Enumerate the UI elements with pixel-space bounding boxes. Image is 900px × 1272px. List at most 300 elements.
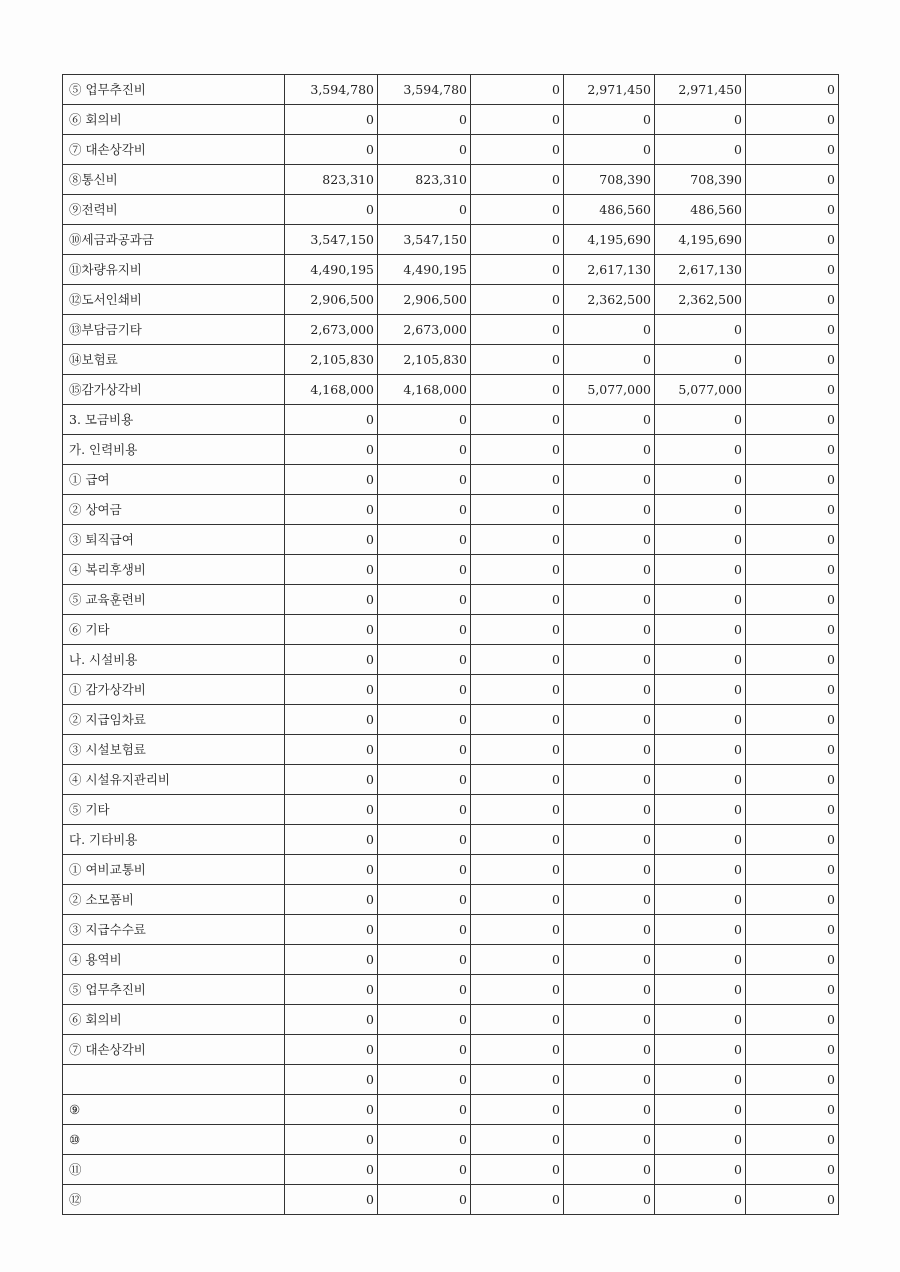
amount-cell: 0: [378, 1035, 471, 1065]
table-row: [63, 1125, 839, 1155]
amount-cell: 0: [564, 585, 655, 615]
amount-cell: 0: [746, 945, 839, 975]
amount-cell: 0: [746, 645, 839, 675]
table-row: [63, 105, 839, 135]
row-label-cell: ⑪: [63, 1155, 285, 1185]
amount-cell: 0: [471, 525, 564, 555]
amount-cell: 0: [471, 645, 564, 675]
amount-cell: 0: [378, 195, 471, 225]
amount-cell: 0: [564, 615, 655, 645]
row-label-cell: ⑩: [63, 1125, 285, 1155]
table-row: [63, 165, 839, 195]
amount-cell: 0: [471, 75, 564, 105]
amount-cell: 0: [285, 135, 378, 165]
amount-cell: 0: [378, 525, 471, 555]
amount-cell: 0: [378, 765, 471, 795]
row-label-cell: ④ 시설유지관리비: [63, 765, 285, 795]
amount-cell: 0: [285, 825, 378, 855]
amount-cell: 0: [564, 735, 655, 765]
amount-cell: 0: [564, 1065, 655, 1095]
amount-cell: 2,971,450: [564, 75, 655, 105]
amount-cell: 0: [471, 615, 564, 645]
amount-cell: 0: [285, 1035, 378, 1065]
row-label-cell: 가. 인력비용: [63, 435, 285, 465]
table-row: [63, 675, 839, 705]
amount-cell: 708,390: [564, 165, 655, 195]
amount-cell: 0: [471, 1095, 564, 1125]
table-row: [63, 1155, 839, 1185]
amount-cell: 0: [285, 1125, 378, 1155]
amount-cell: 0: [655, 135, 746, 165]
amount-cell: 0: [655, 435, 746, 465]
amount-cell: 0: [471, 1155, 564, 1185]
amount-cell: 0: [746, 495, 839, 525]
amount-cell: 0: [746, 1155, 839, 1185]
table-row: [63, 525, 839, 555]
amount-cell: 0: [746, 345, 839, 375]
amount-cell: 3,547,150: [285, 225, 378, 255]
amount-cell: 3,594,780: [285, 75, 378, 105]
row-label-cell: ⑤ 업무추진비: [63, 975, 285, 1005]
amount-cell: 0: [564, 765, 655, 795]
amount-cell: 0: [378, 945, 471, 975]
amount-cell: 0: [564, 345, 655, 375]
table-row: [63, 75, 839, 105]
table-row: [63, 1065, 839, 1095]
table-row: [63, 435, 839, 465]
table-row: [63, 465, 839, 495]
amount-cell: 0: [285, 915, 378, 945]
amount-cell: 0: [471, 165, 564, 195]
table-row: [63, 705, 839, 735]
amount-cell: 0: [285, 1185, 378, 1215]
amount-cell: 823,310: [378, 165, 471, 195]
table-row: [63, 225, 839, 255]
amount-cell: 0: [471, 555, 564, 585]
amount-cell: 2,906,500: [378, 285, 471, 315]
table-row: [63, 255, 839, 285]
amount-cell: 0: [471, 1125, 564, 1155]
amount-cell: 0: [285, 675, 378, 705]
amount-cell: 0: [471, 855, 564, 885]
amount-cell: 0: [746, 195, 839, 225]
amount-cell: 0: [655, 345, 746, 375]
amount-cell: 4,490,195: [378, 255, 471, 285]
amount-cell: 0: [378, 795, 471, 825]
amount-cell: 0: [378, 1185, 471, 1215]
amount-cell: 0: [564, 1155, 655, 1185]
amount-cell: 0: [655, 975, 746, 1005]
amount-cell: 0: [746, 615, 839, 645]
amount-cell: 0: [285, 465, 378, 495]
amount-cell: 0: [746, 405, 839, 435]
amount-cell: 0: [746, 825, 839, 855]
amount-cell: 0: [378, 555, 471, 585]
amount-cell: 0: [564, 975, 655, 1005]
amount-cell: 0: [655, 1125, 746, 1155]
row-label-cell: ⑤ 업무추진비: [63, 75, 285, 105]
row-label-cell: [63, 1065, 285, 1095]
amount-cell: 4,168,000: [378, 375, 471, 405]
amount-cell: 0: [378, 975, 471, 1005]
amount-cell: 0: [564, 705, 655, 735]
amount-cell: 0: [655, 1065, 746, 1095]
amount-cell: 0: [471, 705, 564, 735]
amount-cell: 0: [285, 1155, 378, 1185]
amount-cell: 0: [746, 105, 839, 135]
amount-cell: 0: [655, 795, 746, 825]
amount-cell: 0: [655, 525, 746, 555]
amount-cell: 0: [285, 615, 378, 645]
amount-cell: 0: [746, 465, 839, 495]
table-row: [63, 945, 839, 975]
amount-cell: 0: [471, 375, 564, 405]
amount-cell: 0: [564, 1035, 655, 1065]
amount-cell: 3,547,150: [378, 225, 471, 255]
table-row: [63, 825, 839, 855]
row-label-cell: ⑥ 회의비: [63, 1005, 285, 1035]
amount-cell: 0: [471, 285, 564, 315]
row-label-cell: 나. 시설비용: [63, 645, 285, 675]
amount-cell: 0: [564, 1005, 655, 1035]
row-label-cell: ⑫: [63, 1185, 285, 1215]
amount-cell: 0: [746, 315, 839, 345]
amount-cell: 2,906,500: [285, 285, 378, 315]
row-label-cell: ② 소모품비: [63, 885, 285, 915]
amount-cell: 486,560: [655, 195, 746, 225]
table-row: [63, 855, 839, 885]
table-row: [63, 555, 839, 585]
table-row: [63, 765, 839, 795]
row-label-cell: ④ 복리후생비: [63, 555, 285, 585]
amount-cell: 0: [655, 1035, 746, 1065]
amount-cell: 0: [564, 465, 655, 495]
amount-cell: 5,077,000: [564, 375, 655, 405]
amount-cell: 0: [564, 885, 655, 915]
row-label-cell: ③ 시설보험료: [63, 735, 285, 765]
row-label-cell: ⑪차량유지비: [63, 255, 285, 285]
row-label-cell: ③ 지급수수료: [63, 915, 285, 945]
amount-cell: 0: [564, 105, 655, 135]
amount-cell: 4,168,000: [285, 375, 378, 405]
amount-cell: 0: [655, 705, 746, 735]
amount-cell: 0: [285, 975, 378, 1005]
amount-cell: 0: [746, 225, 839, 255]
amount-cell: 0: [564, 1185, 655, 1215]
amount-cell: 0: [378, 135, 471, 165]
amount-cell: 0: [285, 525, 378, 555]
amount-cell: 0: [746, 1185, 839, 1215]
amount-cell: 0: [564, 795, 655, 825]
amount-cell: 0: [655, 675, 746, 705]
amount-cell: 0: [746, 1125, 839, 1155]
row-label-cell: ⑤ 기타: [63, 795, 285, 825]
amount-cell: 0: [378, 615, 471, 645]
amount-cell: 0: [655, 765, 746, 795]
amount-cell: 0: [746, 135, 839, 165]
amount-cell: 0: [564, 495, 655, 525]
amount-cell: 4,195,690: [655, 225, 746, 255]
table-row: [63, 885, 839, 915]
amount-cell: 0: [285, 765, 378, 795]
amount-cell: 0: [471, 1005, 564, 1035]
table-row: [63, 1095, 839, 1125]
amount-cell: 0: [746, 585, 839, 615]
amount-cell: 2,617,130: [564, 255, 655, 285]
amount-cell: 0: [378, 405, 471, 435]
amount-cell: 0: [746, 1065, 839, 1095]
amount-cell: 0: [564, 435, 655, 465]
amount-cell: 0: [285, 735, 378, 765]
table-row: [63, 405, 839, 435]
amount-cell: 0: [564, 945, 655, 975]
amount-cell: 0: [746, 915, 839, 945]
expense-table: [62, 74, 839, 1215]
amount-cell: 2,105,830: [285, 345, 378, 375]
amount-cell: 2,673,000: [378, 315, 471, 345]
amount-cell: 2,362,500: [655, 285, 746, 315]
expense-table-body: [63, 75, 839, 1215]
row-label-cell: ⑥ 기타: [63, 615, 285, 645]
row-label-cell: ⑩세금과공과금: [63, 225, 285, 255]
table-row: [63, 375, 839, 405]
table-row: [63, 795, 839, 825]
amount-cell: 0: [655, 585, 746, 615]
table-row: [63, 1185, 839, 1215]
row-label-cell: ⑦ 대손상각비: [63, 135, 285, 165]
amount-cell: 0: [471, 435, 564, 465]
amount-cell: 708,390: [655, 165, 746, 195]
row-label-cell: ④ 용역비: [63, 945, 285, 975]
amount-cell: 0: [471, 315, 564, 345]
amount-cell: 0: [655, 855, 746, 885]
amount-cell: 0: [378, 825, 471, 855]
amount-cell: 0: [746, 285, 839, 315]
amount-cell: 0: [564, 1125, 655, 1155]
amount-cell: 0: [471, 135, 564, 165]
row-label-cell: ① 급여: [63, 465, 285, 495]
amount-cell: 0: [564, 825, 655, 855]
amount-cell: 0: [378, 1155, 471, 1185]
amount-cell: 4,490,195: [285, 255, 378, 285]
row-label-cell: ③ 퇴직급여: [63, 525, 285, 555]
amount-cell: 0: [746, 165, 839, 195]
amount-cell: 0: [471, 1035, 564, 1065]
amount-cell: 5,077,000: [655, 375, 746, 405]
amount-cell: 0: [746, 375, 839, 405]
amount-cell: 0: [746, 855, 839, 885]
amount-cell: 2,617,130: [655, 255, 746, 285]
table-row: [63, 135, 839, 165]
table-row: [63, 735, 839, 765]
amount-cell: 0: [471, 345, 564, 375]
row-label-cell: ⑦ 대손상각비: [63, 1035, 285, 1065]
amount-cell: 0: [285, 555, 378, 585]
row-label-cell: ⑭보험료: [63, 345, 285, 375]
amount-cell: 0: [746, 1095, 839, 1125]
amount-cell: 0: [746, 975, 839, 1005]
amount-cell: 0: [471, 225, 564, 255]
amount-cell: 0: [471, 975, 564, 1005]
amount-cell: 0: [746, 765, 839, 795]
table-row: [63, 315, 839, 345]
amount-cell: 0: [655, 735, 746, 765]
amount-cell: 0: [285, 585, 378, 615]
amount-cell: 0: [746, 1035, 839, 1065]
row-label-cell: ⑧통신비: [63, 165, 285, 195]
amount-cell: 0: [746, 735, 839, 765]
amount-cell: 0: [471, 915, 564, 945]
amount-cell: 0: [378, 1065, 471, 1095]
amount-cell: 0: [471, 105, 564, 135]
amount-cell: 0: [378, 645, 471, 675]
amount-cell: 0: [655, 615, 746, 645]
row-label-cell: 3. 모금비용: [63, 405, 285, 435]
amount-cell: 2,362,500: [564, 285, 655, 315]
amount-cell: 0: [378, 435, 471, 465]
amount-cell: 0: [746, 705, 839, 735]
table-row: [63, 975, 839, 1005]
amount-cell: 0: [564, 855, 655, 885]
table-row: [63, 615, 839, 645]
amount-cell: 0: [746, 795, 839, 825]
amount-cell: 0: [471, 825, 564, 855]
amount-cell: 0: [564, 915, 655, 945]
amount-cell: 0: [471, 1065, 564, 1095]
amount-cell: 0: [746, 885, 839, 915]
amount-cell: 0: [655, 315, 746, 345]
amount-cell: 0: [471, 1185, 564, 1215]
amount-cell: 0: [655, 105, 746, 135]
amount-cell: 0: [378, 465, 471, 495]
row-label-cell: ⑥ 회의비: [63, 105, 285, 135]
amount-cell: 0: [285, 405, 378, 435]
amount-cell: 0: [471, 735, 564, 765]
amount-cell: 0: [471, 885, 564, 915]
amount-cell: 0: [471, 795, 564, 825]
amount-cell: 0: [655, 465, 746, 495]
amount-cell: 0: [378, 1125, 471, 1155]
amount-cell: 0: [378, 735, 471, 765]
amount-cell: 0: [471, 495, 564, 525]
amount-cell: 0: [285, 1065, 378, 1095]
amount-cell: 0: [655, 885, 746, 915]
amount-cell: 0: [285, 945, 378, 975]
amount-cell: 0: [564, 525, 655, 555]
amount-cell: 823,310: [285, 165, 378, 195]
amount-cell: 0: [746, 1005, 839, 1035]
amount-cell: 0: [564, 675, 655, 705]
amount-cell: 0: [378, 585, 471, 615]
amount-cell: 0: [655, 555, 746, 585]
amount-cell: 0: [285, 855, 378, 885]
amount-cell: 0: [746, 255, 839, 285]
amount-cell: 0: [378, 705, 471, 735]
row-label-cell: ⑨: [63, 1095, 285, 1125]
row-label-cell: ① 여비교통비: [63, 855, 285, 885]
amount-cell: 0: [564, 1095, 655, 1125]
amount-cell: 0: [564, 135, 655, 165]
amount-cell: 0: [471, 585, 564, 615]
amount-cell: 0: [655, 825, 746, 855]
amount-cell: 0: [655, 495, 746, 525]
amount-cell: 0: [285, 195, 378, 225]
row-label-cell: ⑬부담금기타: [63, 315, 285, 345]
amount-cell: 0: [378, 855, 471, 885]
amount-cell: 0: [655, 645, 746, 675]
amount-cell: 0: [471, 465, 564, 495]
amount-cell: 0: [564, 405, 655, 435]
table-row: [63, 285, 839, 315]
amount-cell: 0: [471, 945, 564, 975]
amount-cell: 0: [378, 885, 471, 915]
amount-cell: 0: [564, 645, 655, 675]
amount-cell: 4,195,690: [564, 225, 655, 255]
amount-cell: 0: [378, 1005, 471, 1035]
table-row: [63, 195, 839, 225]
amount-cell: 0: [285, 645, 378, 675]
row-label-cell: ⑫도서인쇄비: [63, 285, 285, 315]
amount-cell: 2,105,830: [378, 345, 471, 375]
amount-cell: 0: [655, 1155, 746, 1185]
amount-cell: 0: [564, 315, 655, 345]
amount-cell: 0: [471, 195, 564, 225]
amount-cell: 0: [378, 675, 471, 705]
amount-cell: 2,673,000: [285, 315, 378, 345]
amount-cell: 0: [285, 1095, 378, 1125]
amount-cell: 0: [471, 405, 564, 435]
amount-cell: 0: [471, 255, 564, 285]
amount-cell: 0: [655, 915, 746, 945]
table-row: [63, 645, 839, 675]
amount-cell: 0: [378, 1095, 471, 1125]
amount-cell: 0: [655, 1095, 746, 1125]
amount-cell: 0: [471, 765, 564, 795]
table-row: [63, 915, 839, 945]
row-label-cell: ⑨전력비: [63, 195, 285, 225]
amount-cell: 0: [655, 945, 746, 975]
row-label-cell: ⑤ 교육훈련비: [63, 585, 285, 615]
amount-cell: 0: [471, 675, 564, 705]
amount-cell: 0: [285, 795, 378, 825]
amount-cell: 0: [285, 1005, 378, 1035]
amount-cell: 0: [655, 1005, 746, 1035]
amount-cell: 0: [746, 75, 839, 105]
amount-cell: 3,594,780: [378, 75, 471, 105]
amount-cell: 0: [285, 495, 378, 525]
amount-cell: 2,971,450: [655, 75, 746, 105]
table-row: [63, 1005, 839, 1035]
row-label-cell: ② 상여금: [63, 495, 285, 525]
amount-cell: 0: [285, 885, 378, 915]
amount-cell: 0: [378, 495, 471, 525]
row-label-cell: ⑮감가상각비: [63, 375, 285, 405]
amount-cell: 0: [746, 555, 839, 585]
table-row: [63, 1035, 839, 1065]
amount-cell: 0: [285, 705, 378, 735]
amount-cell: 0: [746, 675, 839, 705]
table-row: [63, 585, 839, 615]
amount-cell: 0: [655, 1185, 746, 1215]
amount-cell: 486,560: [564, 195, 655, 225]
row-label-cell: ② 지급임차료: [63, 705, 285, 735]
row-label-cell: 다. 기타비용: [63, 825, 285, 855]
amount-cell: 0: [285, 105, 378, 135]
amount-cell: 0: [378, 915, 471, 945]
amount-cell: 0: [746, 435, 839, 465]
table-row: [63, 495, 839, 525]
row-label-cell: ① 감가상각비: [63, 675, 285, 705]
